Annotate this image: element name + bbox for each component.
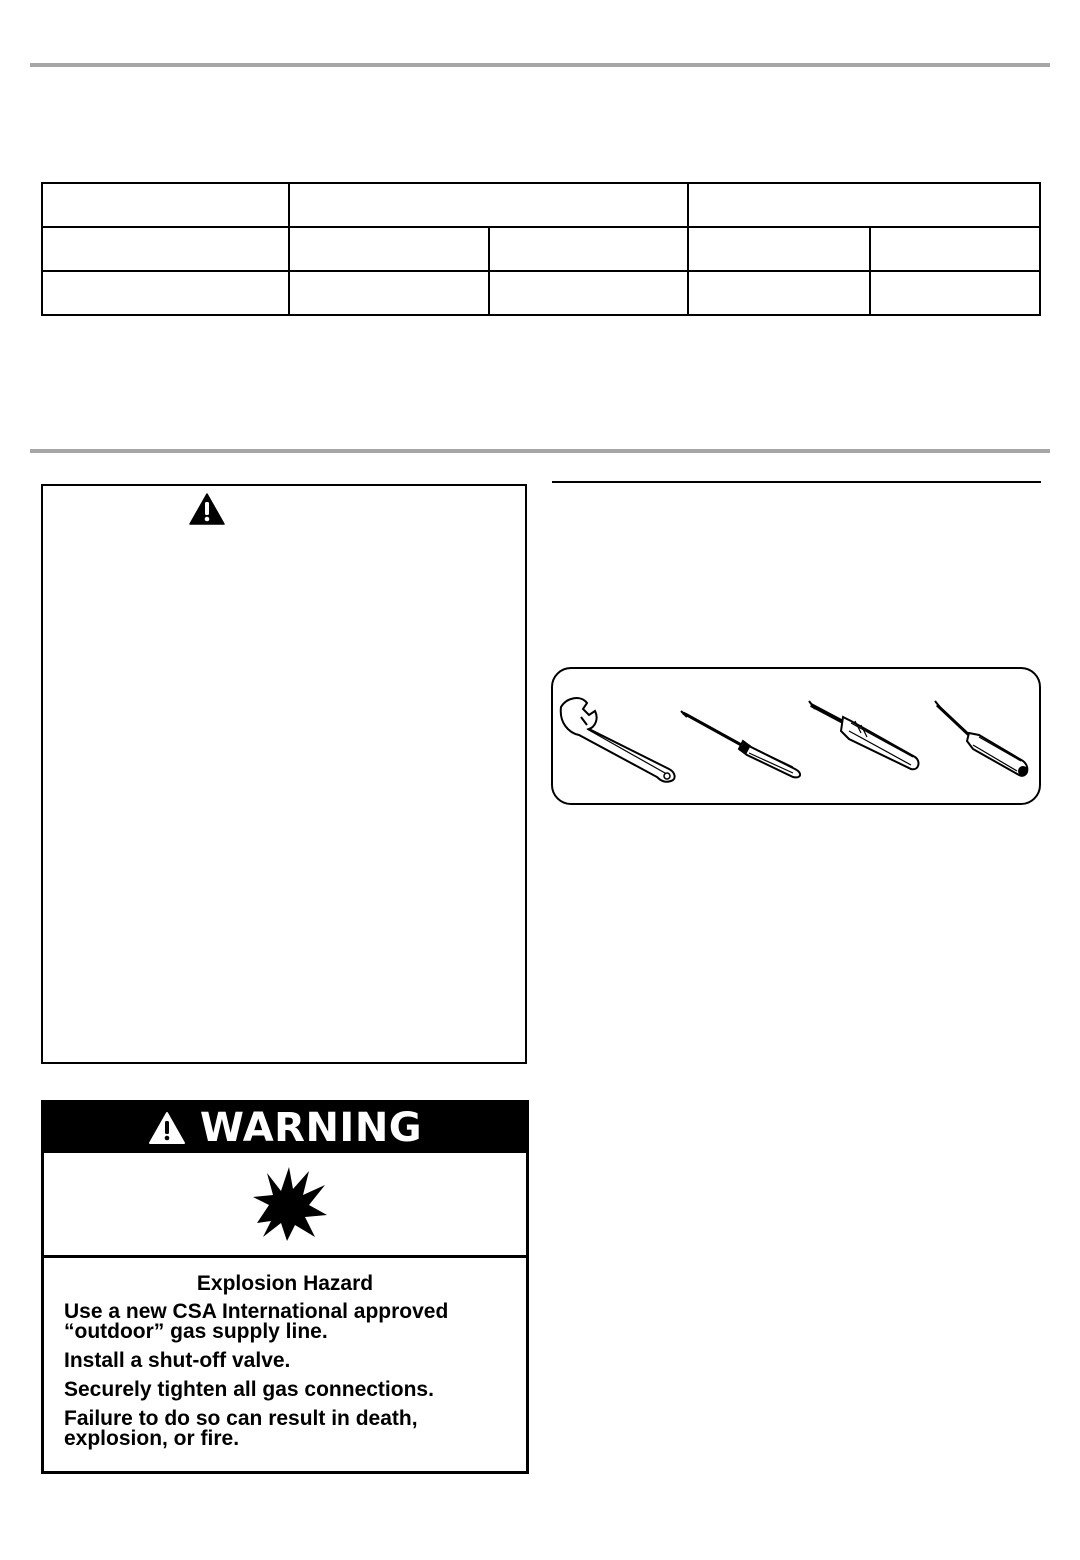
- signal-word: WARNING: [199, 1105, 423, 1151]
- hazard-instruction: Securely tighten all gas connections.: [64, 1378, 434, 1401]
- table-cell: [688, 183, 1040, 227]
- hazard-instruction: Install a shut-off valve.: [64, 1349, 291, 1372]
- table-cell: [42, 271, 289, 315]
- warning-header: [44, 1103, 526, 1153]
- hazard-instruction: Use a new CSA International approved “outdoor” gas supply line.: [64, 1300, 449, 1343]
- table-row: [42, 183, 1040, 227]
- table-cell: [289, 227, 489, 271]
- table-cell: [42, 227, 289, 271]
- phillips-screwdriver-icon: [675, 709, 815, 779]
- middle-section-rule: [30, 449, 1050, 453]
- table-row: [42, 271, 1040, 315]
- flat-blade-screwdriver-icon: [805, 699, 925, 777]
- warning-triangle-icon: [189, 493, 225, 525]
- table-row: [42, 227, 1040, 271]
- table-cell: [489, 227, 688, 271]
- hazard-title: Explosion Hazard: [196, 1272, 374, 1295]
- warning-label: [41, 1100, 529, 1474]
- warning-text: [44, 1258, 526, 1449]
- table-cell: [870, 227, 1040, 271]
- top-section-rule: [30, 63, 1050, 67]
- table-cell: [42, 183, 289, 227]
- hazard-symbol-area: [44, 1153, 526, 1258]
- adjustable-wrench-icon: [557, 695, 685, 783]
- tools-section-rule: [552, 481, 1041, 483]
- table-cell: [870, 271, 1040, 315]
- tools-illustration: [551, 667, 1041, 805]
- table-cell: [289, 183, 688, 227]
- table-cell: [489, 271, 688, 315]
- table-cell: [289, 271, 489, 315]
- hazard-instruction: Failure to do so can result in death, explosion, or fire.: [64, 1407, 418, 1450]
- explosion-icon: [249, 1165, 329, 1243]
- specification-table: [41, 182, 1041, 316]
- table-cell: [688, 271, 870, 315]
- table-cell: [688, 227, 870, 271]
- caution-box: [41, 484, 527, 1064]
- nut-driver-icon: [931, 699, 1035, 781]
- warning-triangle-icon: [148, 1111, 186, 1145]
